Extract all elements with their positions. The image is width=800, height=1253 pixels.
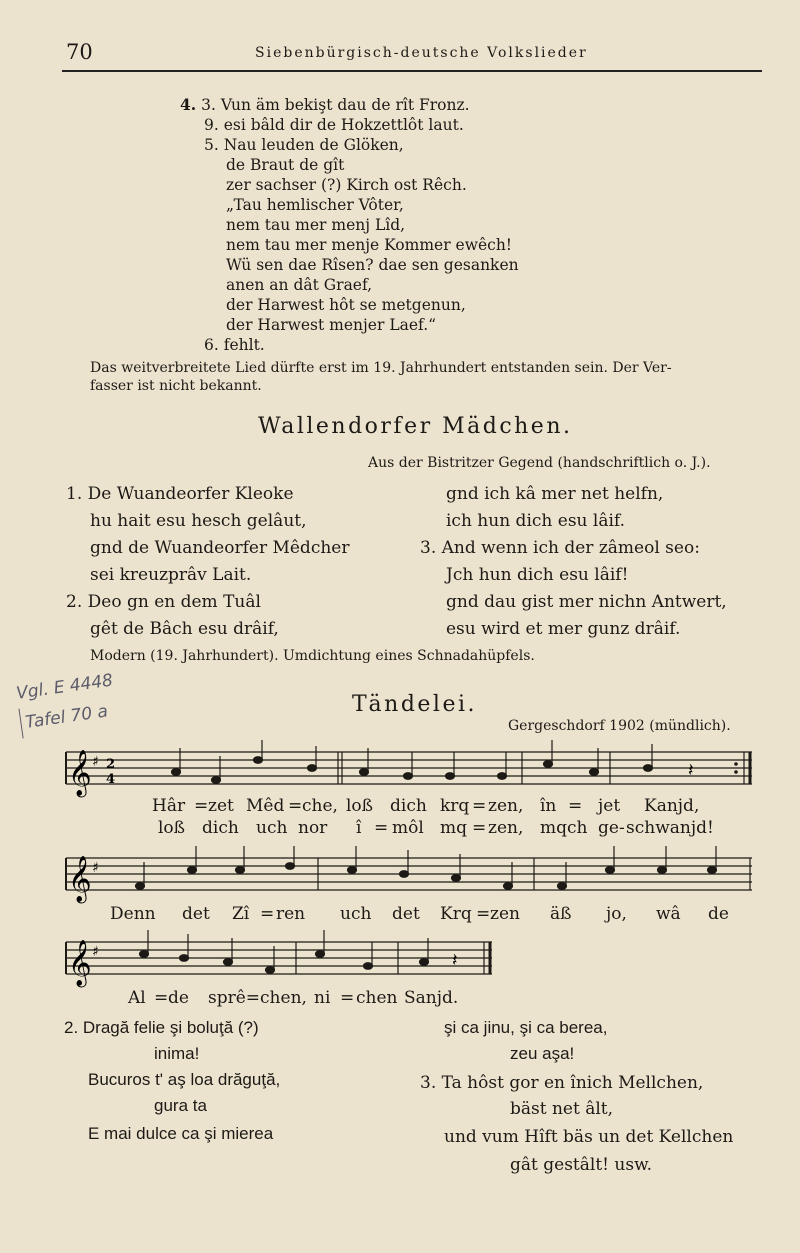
song2-right-line: und vum Hîft bäs un det Kellchen: [444, 1127, 734, 1147]
variant-line: der Harwest menjer Laef.“: [226, 316, 437, 334]
song1-left-line: 2. Deo gn en dem Tuâl: [66, 592, 261, 612]
song1-right-line: gnd ich kâ mer net helfn,: [446, 484, 664, 504]
lyric-syllable: =: [568, 796, 583, 816]
svg-text:𝄽: 𝄽: [688, 760, 694, 781]
song1-note: Modern (19. Jahrhundert). Umdichtung eines Schnadahüpfels.: [90, 648, 535, 664]
lyric-syllable: nor: [298, 818, 328, 838]
lyric-syllable: =: [154, 988, 169, 1008]
song-title-wallendorfer: Wallendorfer Mädchen.: [258, 414, 573, 439]
lyric-syllable: uch: [340, 904, 372, 924]
song1-left-line: 1. De Wuandeorfer Kleoke: [66, 484, 294, 504]
song2-source: Gergeschdorf 1902 (mündlich).: [508, 718, 731, 734]
lyric-syllable: sprê=chen,: [208, 988, 307, 1008]
lyric-syllable: zen,: [488, 818, 524, 838]
lyric-syllable: môl: [392, 818, 424, 838]
variant-line: nem tau mer menje Kommer ewêch!: [226, 236, 513, 254]
lyric-syllable: dich: [202, 818, 239, 838]
variant-line: 5. Nau leuden de Glöken,: [204, 136, 404, 154]
lyric-syllable: Al: [128, 988, 146, 1008]
song1-right-line: esu wird et mer gunz drâif.: [446, 619, 681, 639]
song1-right-line: Jch hun dich esu lâif!: [446, 565, 629, 585]
song2-left-line: E mai dulce ca şi mierea: [88, 1124, 274, 1143]
lyric-syllable: loß: [158, 818, 186, 838]
page-number: 70: [66, 40, 93, 64]
lyric-syllable: Krq: [440, 904, 472, 924]
lyric-syllable: uch: [256, 818, 288, 838]
header-rule: [62, 70, 762, 72]
lyric-syllable: =: [472, 818, 487, 838]
lyric-syllable: wâ: [656, 904, 681, 924]
origin-note-line-1: Das weitverbreitete Lied dürfte erst im 19. Jahrhundert entstanden sein. Der Ver-: [90, 360, 672, 376]
song2-right-line: zeu aşa!: [510, 1044, 575, 1063]
lyric-syllable: loß: [346, 796, 374, 816]
song1-left-line: gêt de Bâch esu drâif,: [90, 619, 279, 639]
lyric-syllable: Zî: [232, 904, 250, 924]
lyric-syllable: det: [392, 904, 420, 924]
origin-note-line-2: fasser ist nicht bekannt.: [90, 378, 262, 394]
treble-clef-icon: 𝄞: [68, 856, 92, 902]
lyric-syllable: zen: [490, 904, 520, 924]
song-title-taendelei: Tändelei.: [352, 692, 478, 717]
treble-clef-icon: 𝄞: [68, 750, 92, 796]
lyric-syllable: ni: [314, 988, 331, 1008]
time-sig-top: 2: [106, 757, 116, 772]
lyric-syllable: =: [476, 904, 491, 924]
lyric-syllable: jo,: [606, 904, 627, 924]
lyric-syllable: che,: [302, 796, 338, 816]
running-title: Siebenbürgisch-deutsche Volkslieder: [255, 45, 588, 61]
lyric-syllable: zet: [208, 796, 234, 816]
lyric-syllable: =: [340, 988, 355, 1008]
lyric-syllable: î: [356, 818, 362, 838]
song2-left-line: inima!: [154, 1044, 200, 1063]
lyric-syllable: jet: [598, 796, 621, 816]
key-sharp-icon: ♯: [92, 754, 99, 770]
song2-left-line: Bucuros t' aş loa drăguţă,: [88, 1070, 281, 1089]
song1-left-line: sei kreuzprâv Lait.: [90, 565, 252, 585]
lyric-syllable: krq: [440, 796, 470, 816]
song2-right-line: bäst net âlt,: [510, 1099, 614, 1119]
song-source: Aus der Bistritzer Gegend (handschriftlich o. J.).: [368, 455, 711, 471]
svg-text:𝄽: 𝄽: [452, 950, 458, 971]
lyric-syllable: =: [260, 904, 275, 924]
lyric-syllable: Mêd: [246, 796, 285, 816]
lyric-syllable: Kanjd,: [644, 796, 700, 816]
lyric-syllable: de: [708, 904, 729, 924]
song1-right-line: gnd dau gist mer nichn Antwert,: [446, 592, 727, 612]
handwritten-margin-note: Vgl. E 4448 Tafel 70 a: [14, 666, 119, 739]
variant-line: „Tau hemlischer Vôter,: [226, 196, 404, 214]
lyric-syllable: zen,: [488, 796, 524, 816]
lyric-syllable: =: [374, 818, 389, 838]
variant-line: 9. esi bâld dir de Hokzettlôt laut.: [204, 116, 464, 134]
song2-right-line: şi ca jinu, şi ca berea,: [444, 1018, 608, 1037]
key-sharp-icon: ♯: [92, 860, 99, 876]
variant-line: der Harwest hôt se metgenun,: [226, 296, 466, 314]
lyric-syllable: Denn: [110, 904, 156, 924]
lyric-syllable: chen: [356, 988, 398, 1008]
variant-line: de Braut de gît: [226, 156, 345, 174]
song2-right-line: gât gestâlt! usw.: [510, 1155, 653, 1175]
lyric-syllable: =: [288, 796, 303, 816]
lyric-syllable: de: [168, 988, 189, 1008]
lyric-syllable: dich: [390, 796, 427, 816]
variant-line: zer sachser (?) Kirch ost Rêch.: [226, 176, 467, 194]
song1-right-line: 3. And wenn ich der zâmeol seo:: [420, 538, 700, 558]
song2-left-line: 2. Dragă felie şi boluţă (?): [64, 1018, 259, 1037]
variant-line: anen an dât Graef,: [226, 276, 373, 294]
key-sharp-icon: ♯: [92, 944, 99, 960]
lyric-syllable: äß: [550, 904, 572, 924]
variant-line: Wü sen dae Rîsen? dae sen gesanken: [226, 256, 519, 274]
lyric-syllable: ren: [276, 904, 306, 924]
song1-right-line: ich hun dich esu lâif.: [446, 511, 625, 531]
lyric-syllable: =: [472, 796, 487, 816]
song1-left-line: gnd de Wuandeorfer Mêdcher: [90, 538, 350, 558]
lyric-syllable: schwanjd!: [626, 818, 714, 838]
lyric-syllable: ge-: [598, 818, 625, 838]
lyric-syllable: det: [182, 904, 210, 924]
variant-line: nem tau mer menj Lîd,: [226, 216, 406, 234]
treble-clef-icon: 𝄞: [68, 940, 92, 986]
music-staff-3: [0, 930, 800, 1000]
variant-line: 4. 3. Vun äm bekişt dau de rît Fronz.: [180, 95, 470, 114]
lyric-syllable: mqch: [540, 818, 588, 838]
variant-line: 6. fehlt.: [204, 336, 265, 354]
lyric-syllable: Hâr: [152, 796, 186, 816]
time-sig-bottom: 4: [106, 772, 116, 787]
song1-left-line: hu hait esu hesch gelâut,: [90, 511, 307, 531]
lyric-syllable: =: [194, 796, 209, 816]
song2-right-line: 3. Ta hôst gor en înich Mellchen,: [420, 1073, 704, 1093]
lyric-syllable: Sanjd.: [404, 988, 459, 1008]
lyric-syllable: în: [540, 796, 557, 816]
song2-left-line: gura ta: [154, 1096, 207, 1115]
lyric-syllable: mq: [440, 818, 468, 838]
